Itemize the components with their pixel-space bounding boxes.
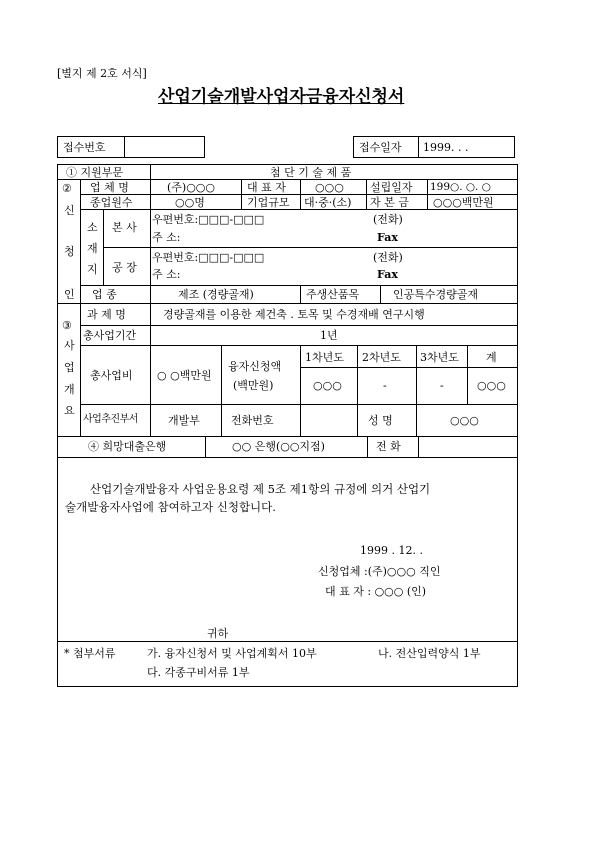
location-char-1: 소: [87, 221, 98, 234]
bank-phone-label: 전 화: [376, 440, 401, 453]
bank-label: ④ 희망대출은행: [88, 440, 167, 453]
capital-label: 자 본 금: [370, 196, 409, 209]
manager-dept-value: 개발부: [168, 414, 200, 427]
location-char-3: 지: [87, 263, 98, 276]
hq-fax-label: Fax: [377, 231, 398, 244]
company-name-label: 업 체 명: [90, 181, 129, 194]
year3-value: -: [440, 379, 444, 392]
factory-phone-label: (전화): [373, 251, 403, 264]
factory-fax-label: Fax: [377, 268, 398, 281]
applicant-char-3: 인: [64, 288, 75, 301]
attachments-label: * 첨부서류: [64, 647, 116, 660]
receipt-date-label: 접수일자: [359, 141, 402, 154]
industry-label: 업 종: [92, 288, 117, 301]
project-value: 경량골재를 이용한 제건축 . 토목 및 수경재배 연구시행: [163, 308, 425, 321]
scale-value: 대·중·(소): [304, 196, 352, 209]
bank-value: ○○ 은행(○○지점): [232, 440, 325, 453]
factory-address-label: 주 소:: [152, 268, 181, 281]
period-label: 총사업기간: [83, 329, 137, 342]
industry-value: 제조 (경량골재): [178, 288, 254, 301]
product-value: 인공특수경량골재: [393, 288, 479, 301]
attachment-c: 다. 각종구비서류 1부: [147, 666, 250, 679]
company-name-value: (주)○○○: [167, 181, 216, 194]
statement-line-2: 술개발융자사업에 참여하고자 신청합니다.: [65, 500, 276, 514]
sum-value: ○○○: [477, 379, 506, 392]
receipt-number-label: 접수번호: [63, 141, 106, 154]
applicant-company: 신청업체 :(주)○○○ 직인: [318, 565, 441, 578]
capital-value: ○○○백만원: [433, 196, 494, 209]
manager-name-value: ○○○: [450, 414, 479, 427]
total-cost-label: 총사업비: [90, 369, 133, 382]
employees-label: 종업원수: [90, 196, 133, 209]
annex-label: [별지 제 2호 서식]: [57, 67, 147, 80]
factory-postal: 우편번호:□□□-□□□: [152, 251, 265, 264]
product-label: 주생산품목: [306, 288, 360, 301]
loan-label-2: (백만원): [233, 379, 274, 392]
founding-label: 설립일자: [370, 181, 413, 194]
manager-phone-label: 전화번호: [231, 414, 274, 427]
year1-label: 1차년도: [305, 351, 344, 364]
ceo-value: ○○○: [315, 181, 344, 194]
year3-label: 3차년도: [420, 351, 459, 364]
section3-char-1: 사: [64, 339, 75, 352]
section3-char-4: 요: [64, 404, 75, 417]
statement-line-1: 산업기술개발융자 사업운용요령 제 5조 제1항의 규정에 의거 산업기: [90, 482, 431, 496]
employees-value: ○○명: [175, 196, 205, 209]
year1-value: ○○○: [313, 379, 342, 392]
year2-label: 2차년도: [362, 351, 401, 364]
hq-postal: 우편번호:□□□-□□□: [152, 213, 265, 226]
section3-char-2: 업: [64, 361, 75, 374]
founding-value: 199○. ○. ○: [430, 181, 491, 193]
addressee: 귀하: [207, 627, 229, 640]
period-value: 1년: [320, 329, 338, 342]
factory-label: 공 장: [112, 261, 137, 274]
applicant-char-1: 신: [64, 204, 75, 217]
section2-number: ②: [62, 182, 72, 195]
manager-name-label: 성 명: [368, 414, 393, 427]
hq-phone-label: (전화): [373, 213, 403, 226]
total-cost-value: ○ ○백만원: [157, 369, 212, 382]
hq-label: 본 사: [112, 221, 137, 234]
section3-number: ③: [62, 319, 72, 332]
section1-value: 첨 단 기 술 제 품: [270, 166, 352, 179]
receipt-date-value: 1999. . .: [423, 141, 469, 154]
location-char-2: 재: [87, 242, 98, 255]
application-form: [57, 164, 518, 687]
ceo-label: 대 표 자: [247, 181, 286, 194]
hq-address-label: 주 소:: [152, 231, 181, 244]
applicant-char-2: 청: [64, 245, 75, 258]
project-label: 과 제 명: [87, 308, 126, 321]
applicant-ceo: 대 표 자 : ○○○ (인): [325, 585, 427, 598]
section1-label: ① 지원부문: [66, 166, 124, 179]
attachment-a: 가. 융자신청서 및 사업계획서 10부: [147, 647, 317, 660]
manager-dept-label: 사업추진부서: [83, 414, 138, 425]
scale-label: 기업규모: [247, 196, 290, 209]
statement-date: 1999 . 12. .: [360, 544, 423, 557]
section3-char-3: 개: [64, 383, 75, 396]
year2-value: -: [383, 379, 387, 392]
attachment-b: 나. 전산입력양식 1부: [378, 647, 481, 660]
loan-label-1: 융자신청액: [228, 360, 282, 373]
sum-label: 계: [486, 351, 497, 364]
form-title: 산업기술개발사업자금융자신청서: [158, 87, 405, 107]
